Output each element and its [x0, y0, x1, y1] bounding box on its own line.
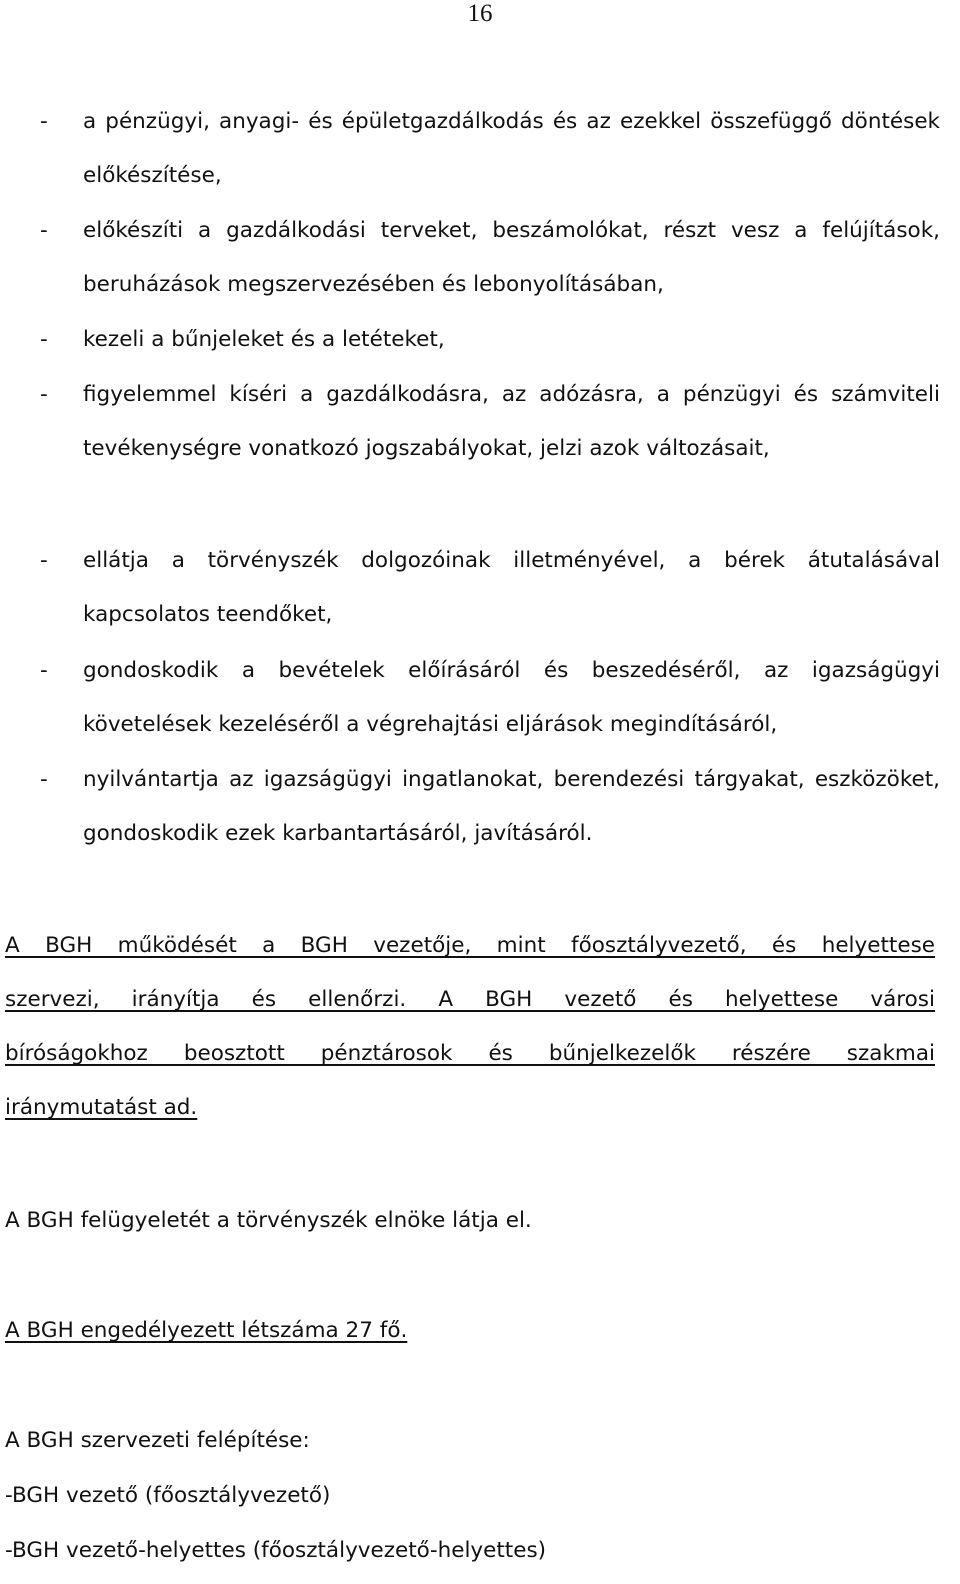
duty-item-3: [40, 313, 940, 367]
duty-text: ellátja a törvényszék dolgozóinak illetményével, a bérek átutalásával kapcsolatos teendőket,: [83, 548, 940, 627]
headcount-text: A BGH engedélyezett létszáma 27 fő.: [5, 1318, 408, 1343]
duty-text: figyelemmel kíséri a gazdálkodásra, az adózásra, a pénzügyi és számviteli tevékenységre vonatkozó jogszabályokat, jelzi azok változásait,: [83, 382, 940, 461]
management-line-3: bíróságokhoz beosztott pénztárosok és bűnjelkezelők részére szakmai: [5, 1041, 935, 1066]
duty-text: előkészíti a gazdálkodási terveket, beszámolókat, részt vesz a felújítások, beruházások megszervezésében és lebonyolításában,: [83, 218, 940, 297]
structure-item-1: -BGH vezető (főosztályvezető): [5, 1483, 331, 1508]
duty-item-2: [40, 204, 940, 312]
management-line-1: A BGH működését a BGH vezetője, mint főosztályvezető, és helyettese: [5, 933, 935, 958]
duty-text: a pénzügyi, anyagi- és épületgazdálkodás és az ezekkel összefüggő döntések előkészítése,: [83, 109, 940, 188]
duty-dash: -: [40, 382, 48, 407]
management-line-4-text: iránymutatást ad.: [5, 1095, 198, 1120]
page-number: 16: [467, 0, 493, 27]
duty-dash: -: [40, 109, 48, 134]
duty-item-7: [40, 753, 940, 861]
duty-item-1: [40, 95, 940, 203]
duty-text: gondoskodik a bevételek előírásáról és beszedéséről, az igazságügyi követelések kezeléséről a végrehajtási eljárások megindításáról,: [83, 658, 940, 737]
duty-dash: -: [40, 548, 48, 573]
duty-dash: -: [40, 218, 48, 243]
structure-item-2: -BGH vezető-helyettes (főosztályvezető-helyettes): [5, 1538, 547, 1563]
management-line-4: [5, 1081, 935, 1135]
management-line-2: szervezi, irányítja és ellenőrzi. A BGH vezető és helyettese városi: [5, 987, 935, 1012]
duty-dash: -: [40, 767, 48, 792]
management-paragraph: [5, 919, 935, 1135]
duty-dash: -: [40, 658, 48, 683]
duty-text: kezeli a bűnjeleket és a letéteket,: [83, 327, 445, 352]
duty-text: nyilvántartja az igazságügyi ingatlanokat, berendezési tárgyakat, eszközöket, gondoskodik ezek karbantartásáról, javításáról.: [83, 767, 940, 846]
duty-item-6: [40, 644, 940, 752]
duty-item-5: [40, 534, 940, 642]
headcount-paragraph: [5, 1304, 935, 1358]
duty-item-4: [40, 368, 940, 476]
supervision-paragraph: A BGH felügyeletét a törvényszék elnöke látja el.: [5, 1208, 532, 1233]
duty-dash: -: [40, 327, 48, 352]
structure-heading: A BGH szervezeti felépítése:: [5, 1428, 310, 1453]
